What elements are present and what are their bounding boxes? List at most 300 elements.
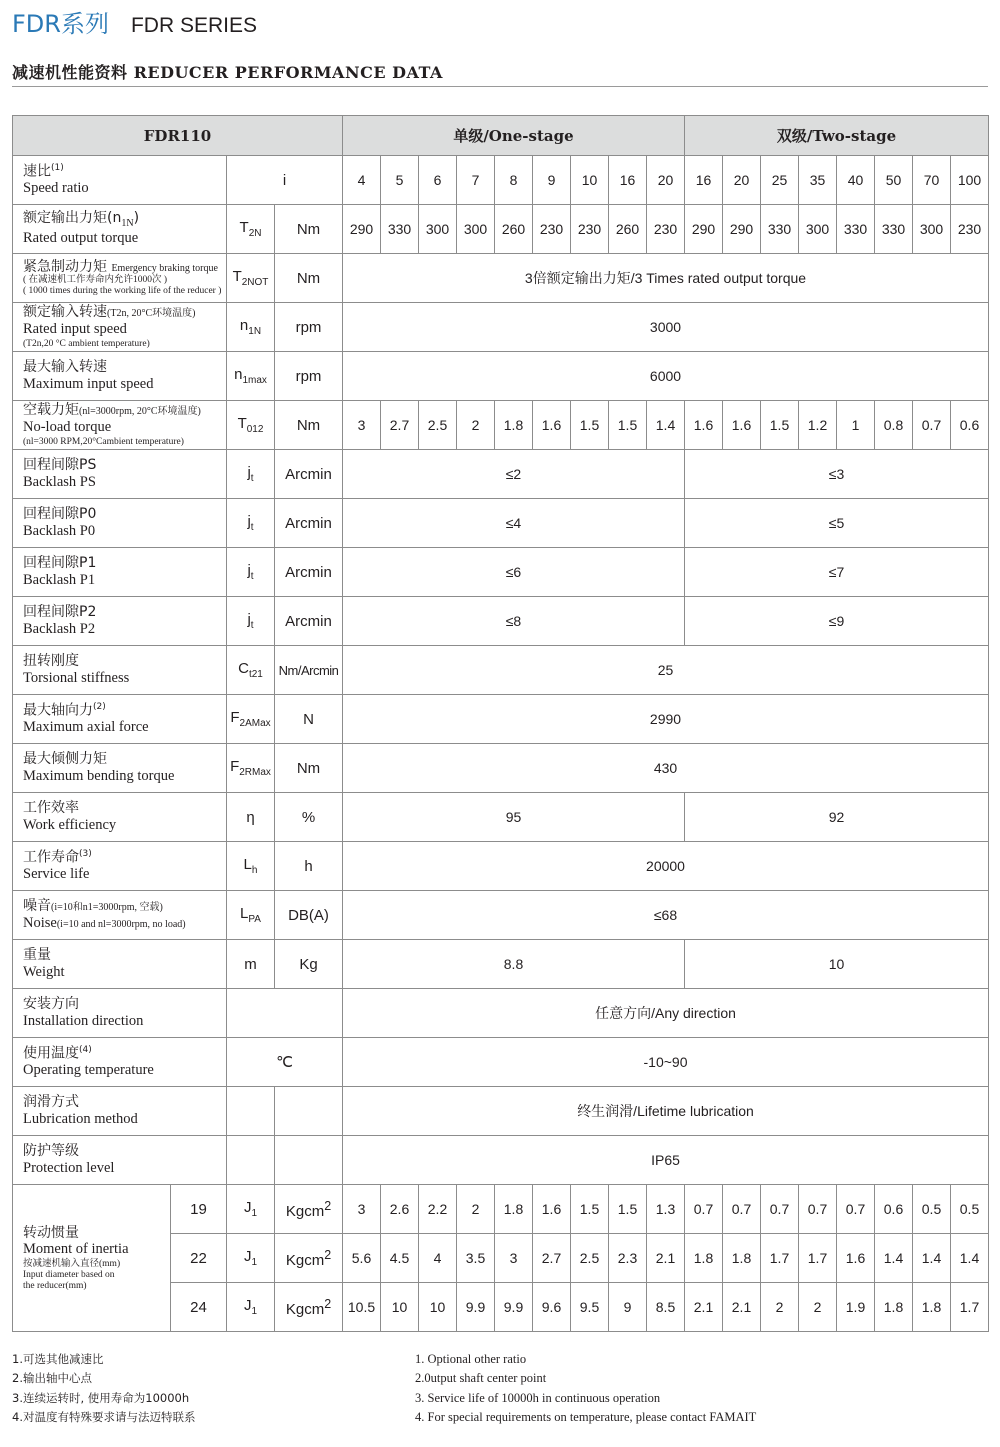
label-note: 按减速机输入直径(mm) — [23, 1258, 121, 1269]
symbol-subscript: t — [250, 522, 254, 533]
symbol-cell — [227, 303, 275, 352]
label-en — [23, 180, 226, 197]
symbol — [238, 660, 263, 680]
unit-superscript: 2 — [324, 1198, 332, 1213]
symbol-cell: i — [227, 156, 343, 205]
unit-cell: Kg — [275, 940, 343, 989]
value-cell: 1.8 — [495, 401, 533, 450]
symbol — [244, 956, 257, 973]
unit-cell — [275, 1283, 343, 1332]
label-cn — [23, 210, 226, 230]
table-row — [13, 1136, 989, 1185]
label-en — [23, 419, 226, 436]
unit-cell: Arcmin — [275, 499, 343, 548]
symbol-cell — [227, 205, 275, 254]
row-label — [13, 989, 227, 1038]
row-label — [13, 303, 227, 352]
unit-cell: N — [275, 695, 343, 744]
symbol-subscript: 1 — [251, 1208, 258, 1219]
table-row — [13, 401, 989, 450]
symbol-cell — [227, 1136, 275, 1185]
value-cell: -10~90 — [343, 1038, 989, 1087]
value-cell: 2.1 — [723, 1283, 761, 1332]
page-header — [12, 4, 257, 36]
value-cell: 1.5 — [571, 1185, 609, 1234]
row-label — [13, 1038, 227, 1087]
label-note: ( 在减速机工作寿命内允许1000次 ) — [23, 275, 168, 286]
unit-cell: Arcmin — [275, 597, 343, 646]
label-cn-text: 额定输入转速 — [23, 304, 107, 321]
unit-text: Kgcm — [285, 1202, 325, 1220]
symbol-subscript: t — [250, 571, 254, 582]
label-en-text: Lubrication method — [23, 1110, 138, 1127]
symbol-letter: j — [247, 611, 251, 628]
symbol — [243, 1248, 258, 1268]
value-cell: 0.8 — [875, 401, 913, 450]
value-cell: 3 — [343, 401, 381, 450]
label-en-text: Backlash PS — [23, 473, 96, 490]
footnote-cn: 2.输出轴中心点 — [12, 1371, 92, 1386]
label-note: the reducer(mm) — [23, 1280, 87, 1291]
row-label — [13, 940, 227, 989]
value-cell: 430 — [343, 744, 989, 793]
value-cell: 1.4 — [647, 401, 685, 450]
label-note: ( 1000 times during the working life of the reducer ) — [23, 286, 222, 297]
table-row — [13, 793, 989, 842]
row-label — [13, 352, 227, 401]
value-cell: 300 — [913, 205, 951, 254]
label-en-text: Noise — [23, 914, 57, 931]
label-cn-text: 防护等级 — [23, 1142, 79, 1159]
label-en — [23, 670, 226, 687]
value-cell: 9 — [533, 156, 571, 205]
footnote-en: 3. Service life of 10000h in continuous operation — [415, 1390, 661, 1405]
label-en-text: Speed ratio — [23, 180, 89, 197]
value-cell: 1.4 — [875, 1234, 913, 1283]
value-cell: 1.4 — [951, 1234, 989, 1283]
value-cell: 40 — [837, 156, 875, 205]
table-row — [13, 940, 989, 989]
symbol — [246, 809, 254, 826]
value-cell: 1.5 — [609, 401, 647, 450]
row-label — [13, 744, 227, 793]
value-cell: 0.5 — [951, 1185, 989, 1234]
value-cell: 2.3 — [609, 1234, 647, 1283]
value-cell: 1.3 — [647, 1185, 685, 1234]
symbol-cell — [227, 989, 343, 1038]
value-cell: 4 — [419, 1234, 457, 1283]
symbol-letter: m — [244, 955, 257, 973]
symbol-letter: J — [243, 1248, 252, 1265]
label-en — [23, 1160, 226, 1177]
value-cell: 1.9 — [837, 1283, 875, 1332]
label-en — [23, 1111, 226, 1128]
label-en-note: (i=10 and nl=3000rpm, no load) — [56, 918, 186, 930]
value-cell: IP65 — [343, 1136, 989, 1185]
symbol-subscript: 2RMax — [239, 767, 271, 778]
label-en-note: (nl=3000 RPM,20°Cambient temperature) — [23, 436, 184, 447]
row-label — [13, 793, 227, 842]
value-cell: 1.6 — [685, 401, 723, 450]
label-cn-text: 重量 — [23, 946, 51, 963]
value-cell: 50 — [875, 156, 913, 205]
label-cn — [23, 653, 226, 670]
label-cn — [23, 1143, 226, 1160]
value-cell: 4.5 — [381, 1234, 419, 1283]
value-cell: ≤8 — [343, 597, 685, 646]
unit-cell — [275, 1087, 343, 1136]
symbol-subscript: PA — [248, 914, 261, 925]
value-cell: 10 — [381, 1283, 419, 1332]
label-cn — [23, 898, 226, 915]
unit-cell — [275, 1136, 343, 1185]
label-en — [23, 572, 226, 589]
value-cell: 0.7 — [723, 1185, 761, 1234]
row-label — [13, 1185, 171, 1332]
value-cell: 1.5 — [761, 401, 799, 450]
table-row — [13, 254, 989, 303]
unit-superscript: 2 — [324, 1247, 332, 1262]
unit-cell — [275, 1185, 343, 1234]
value-cell: 5.6 — [343, 1234, 381, 1283]
label-cn-text: 工作效率 — [23, 799, 79, 816]
value-cell: 20000 — [343, 842, 989, 891]
label-cn-end: ) — [133, 210, 140, 227]
label-en-text: Maximum axial force — [23, 719, 149, 736]
label-cn — [23, 163, 226, 180]
value-cell: 2.6 — [381, 1185, 419, 1234]
value-cell: 300 — [799, 205, 837, 254]
value-cell: ≤68 — [343, 891, 989, 940]
unit-cell: Nm/Arcmin — [275, 646, 343, 695]
value-cell: 3 — [495, 1234, 533, 1283]
symbol-cell — [227, 499, 275, 548]
footnotes-en — [415, 1350, 756, 1427]
value-cell: 330 — [381, 205, 419, 254]
unit-superscript: 2 — [324, 1296, 332, 1311]
symbol-cell — [227, 1185, 275, 1234]
section-title-en: REDUCER PERFORMANCE DATA — [133, 63, 443, 82]
symbol — [239, 317, 262, 337]
label-cn — [23, 996, 226, 1013]
symbol-letter: T — [232, 268, 242, 285]
row-label — [13, 646, 227, 695]
value-cell: 1.6 — [723, 401, 761, 450]
symbol — [237, 415, 264, 435]
symbol-cell — [227, 352, 275, 401]
label-en-text: Backlash P0 — [23, 522, 96, 539]
value-cell: 0.7 — [685, 1185, 723, 1234]
symbol — [247, 611, 254, 631]
symbol — [230, 758, 271, 778]
label-cn — [23, 457, 226, 474]
label-note: Input diameter based on — [23, 1269, 115, 1280]
symbol — [247, 513, 254, 533]
label-en — [23, 768, 226, 785]
unit-cell: % — [275, 793, 343, 842]
value-cell: 95 — [343, 793, 685, 842]
label-cn — [23, 555, 226, 572]
symbol-letter: j — [247, 513, 251, 530]
row-label — [13, 1087, 227, 1136]
value-cell: 3 — [343, 1185, 381, 1234]
value-cell: 330 — [875, 205, 913, 254]
label-en — [23, 321, 226, 338]
value-cell: 1.7 — [761, 1234, 799, 1283]
value-cell: 1.6 — [533, 1185, 571, 1234]
unit-cell: rpm — [275, 352, 343, 401]
label-cn — [23, 604, 226, 621]
label-cn-note: (i=10和n1=3000rpm, 空载) — [51, 901, 163, 913]
table-row — [13, 156, 989, 205]
value-cell: 9 — [609, 1283, 647, 1332]
table-row — [13, 499, 989, 548]
value-cell: ≤2 — [343, 450, 685, 499]
value-cell: 25 — [343, 646, 989, 695]
value-cell: 290 — [723, 205, 761, 254]
label-cn — [23, 702, 226, 719]
value-cell: ≤7 — [685, 548, 989, 597]
value-cell: ≤6 — [343, 548, 685, 597]
symbol-cell — [227, 940, 275, 989]
footnote-en: 4. For special requirements on temperature, please contact FAMAIT — [415, 1409, 757, 1424]
value-cell: 10 — [571, 156, 609, 205]
value-cell: 9.9 — [457, 1283, 495, 1332]
value-cell: 0.7 — [799, 1185, 837, 1234]
value-cell: 4 — [343, 156, 381, 205]
value-cell: 300 — [457, 205, 495, 254]
label-cn — [23, 1094, 226, 1111]
label-cn — [23, 947, 226, 964]
section-title-cn: 减速机性能资料 — [12, 63, 128, 82]
label-en-inline: Emergency braking torque — [111, 262, 218, 274]
row-label — [13, 205, 227, 254]
label-en-text: Work efficiency — [23, 816, 117, 833]
value-cell: 2 — [761, 1283, 799, 1332]
value-cell: 1.8 — [875, 1283, 913, 1332]
unit-cell: DB(A) — [275, 891, 343, 940]
value-cell: 2990 — [343, 695, 989, 744]
table-row — [13, 1087, 989, 1136]
symbol-letter: J — [243, 1199, 252, 1216]
label-cn-text: 使用温度 — [23, 1045, 79, 1062]
label-cn — [23, 506, 226, 523]
unit-text: Kgcm — [285, 1300, 325, 1318]
label-en-text: No-load torque — [23, 419, 112, 436]
label-en-text: Maximum input speed — [23, 375, 154, 392]
label-cn — [23, 359, 226, 376]
table-row — [13, 205, 989, 254]
label-cn — [23, 849, 226, 866]
value-cell: 终生润滑/Lifetime lubrication — [343, 1087, 989, 1136]
value-cell: 25 — [761, 156, 799, 205]
unit-cell — [275, 1234, 343, 1283]
value-cell: 8 — [495, 156, 533, 205]
unit-cell: Arcmin — [275, 548, 343, 597]
symbol-cell — [227, 891, 275, 940]
label-cn-note: (T2n, 20°C环境温度) — [107, 308, 196, 320]
label-en-text: Rated output torque — [23, 230, 139, 247]
value-cell: 1.2 — [799, 401, 837, 450]
label-cn — [23, 259, 226, 276]
footnote-cn: 3.连续运转时, 使用寿命为10000h — [12, 1390, 190, 1405]
symbol-letter: T — [239, 219, 249, 236]
label-en-text: Backlash P2 — [23, 620, 96, 637]
unit-cell: Nm — [275, 205, 343, 254]
value-cell: 2.1 — [685, 1283, 723, 1332]
value-cell: 230 — [571, 205, 609, 254]
symbol-cell — [227, 1283, 275, 1332]
table-row — [13, 450, 989, 499]
footnotes-cn — [12, 1350, 195, 1427]
value-cell: 10 — [419, 1283, 457, 1332]
symbol — [243, 1297, 258, 1317]
symbol-letter: L — [240, 905, 249, 922]
unit-cell: Nm — [275, 744, 343, 793]
label-en — [23, 523, 226, 540]
label-cn-text: 回程间隙P0 — [23, 505, 97, 522]
value-cell: 330 — [837, 205, 875, 254]
label-cn — [23, 402, 226, 419]
table-row — [13, 1038, 989, 1087]
symbol-cell — [227, 450, 275, 499]
label-cn-sub: 1N — [121, 218, 134, 230]
label-en-note: (T2n,20 °C ambient temperature) — [23, 338, 150, 349]
value-cell: 330 — [761, 205, 799, 254]
label-cn-text: 噪音 — [23, 897, 51, 914]
unit-cell: Arcmin — [275, 450, 343, 499]
value-cell: 1.6 — [837, 1234, 875, 1283]
label-cn-text: 回程间隙PS — [23, 456, 97, 473]
symbol-cell — [227, 695, 275, 744]
value-cell: 230 — [533, 205, 571, 254]
symbol-cell — [227, 744, 275, 793]
symbol — [239, 219, 262, 239]
row-label — [13, 499, 227, 548]
label-en — [23, 719, 226, 736]
label-cn-text: 回程间隙P1 — [23, 554, 97, 571]
symbol-subscript: 1N — [248, 326, 262, 337]
symbol-letter: J — [243, 1297, 252, 1314]
symbol-cell — [227, 254, 275, 303]
row-label — [13, 254, 227, 303]
value-cell: 7 — [457, 156, 495, 205]
value-cell: 70 — [913, 156, 951, 205]
label-en — [23, 376, 226, 393]
value-cell: 16 — [609, 156, 647, 205]
value-cell: 9.5 — [571, 1283, 609, 1332]
footnote-en: 1. Optional other ratio — [415, 1352, 527, 1366]
row-label — [13, 1136, 227, 1185]
symbol-subscript: t — [250, 620, 254, 631]
symbol-subscript: 2AMax — [239, 718, 271, 729]
label-en — [23, 964, 226, 981]
value-cell: 1.4 — [913, 1234, 951, 1283]
value-cell: 1.5 — [571, 401, 609, 450]
label-en — [23, 817, 226, 834]
table-row — [13, 646, 989, 695]
value-cell: 8.5 — [647, 1283, 685, 1332]
value-cell: 1.5 — [609, 1185, 647, 1234]
value-cell: 任意方向/Any direction — [343, 989, 989, 1038]
symbol-letter: n — [234, 366, 243, 383]
symbol-subscript: 2NOT — [241, 277, 269, 288]
symbol-cell — [227, 597, 275, 646]
label-cn — [23, 800, 226, 817]
label-en-text: Protection level — [23, 1159, 115, 1176]
label-cn-text: 最大输入转速 — [23, 358, 107, 375]
table-row — [13, 891, 989, 940]
footnote-en: 2.0utput shaft center point — [415, 1371, 547, 1386]
unit-cell: h — [275, 842, 343, 891]
label-cn-text: 回程间隙P2 — [23, 603, 97, 620]
value-cell: 5 — [381, 156, 419, 205]
unit-text: Kgcm — [285, 1251, 325, 1269]
label-en — [23, 230, 226, 247]
value-cell: 9.6 — [533, 1283, 571, 1332]
symbol-subscript: 012 — [246, 424, 264, 435]
symbol-cell — [227, 842, 275, 891]
symbol-letter: j — [247, 464, 251, 481]
table-row — [13, 303, 989, 352]
footnote-ref: (4) — [79, 1044, 92, 1055]
table-row — [13, 989, 989, 1038]
value-cell: 10 — [685, 940, 989, 989]
unit-cell: ℃ — [227, 1038, 343, 1087]
value-cell: 2.5 — [419, 401, 457, 450]
symbol-letter: j — [247, 562, 251, 579]
symbol — [232, 268, 269, 288]
symbol-cell — [227, 401, 275, 450]
value-cell: 20 — [723, 156, 761, 205]
value-cell: 2.7 — [381, 401, 419, 450]
diameter-cell: 24 — [171, 1283, 227, 1332]
symbol — [243, 856, 258, 876]
label-en-text: Rated input speed — [23, 321, 127, 338]
label-cn-note: (nl=3000rpm, 20°C环境温度) — [79, 406, 201, 418]
label-en — [23, 474, 226, 491]
row-label — [13, 891, 227, 940]
value-cell: ≤4 — [343, 499, 685, 548]
value-cell: 35 — [799, 156, 837, 205]
value-cell: 300 — [419, 205, 457, 254]
value-cell: 290 — [685, 205, 723, 254]
row-label — [13, 842, 227, 891]
symbol-subscript: 1 — [251, 1257, 258, 1268]
symbol — [230, 709, 271, 729]
value-cell: 1.8 — [495, 1185, 533, 1234]
footnote-ref: (1) — [51, 162, 64, 173]
symbol-letter: T — [237, 415, 247, 432]
value-cell: 260 — [495, 205, 533, 254]
series-title-en: FDR SERIES — [130, 14, 257, 37]
symbol-letter: F — [230, 709, 240, 726]
value-cell: 20 — [647, 156, 685, 205]
label-cn-text: 工作寿命 — [23, 849, 79, 866]
table-row — [13, 1185, 989, 1234]
value-cell: 0.7 — [913, 401, 951, 450]
value-cell: 0.6 — [951, 401, 989, 450]
label-cn — [23, 1225, 170, 1242]
symbol-letter: η — [246, 808, 255, 826]
value-cell: 2 — [457, 401, 495, 450]
one-stage-header: 单级/One-stage — [343, 116, 685, 156]
value-cell: 2.7 — [533, 1234, 571, 1283]
symbol-cell — [227, 548, 275, 597]
label-cn-text: 安装方向 — [23, 995, 79, 1012]
value-cell: 1.7 — [799, 1234, 837, 1283]
symbol-subscript: 1 — [251, 1306, 258, 1317]
